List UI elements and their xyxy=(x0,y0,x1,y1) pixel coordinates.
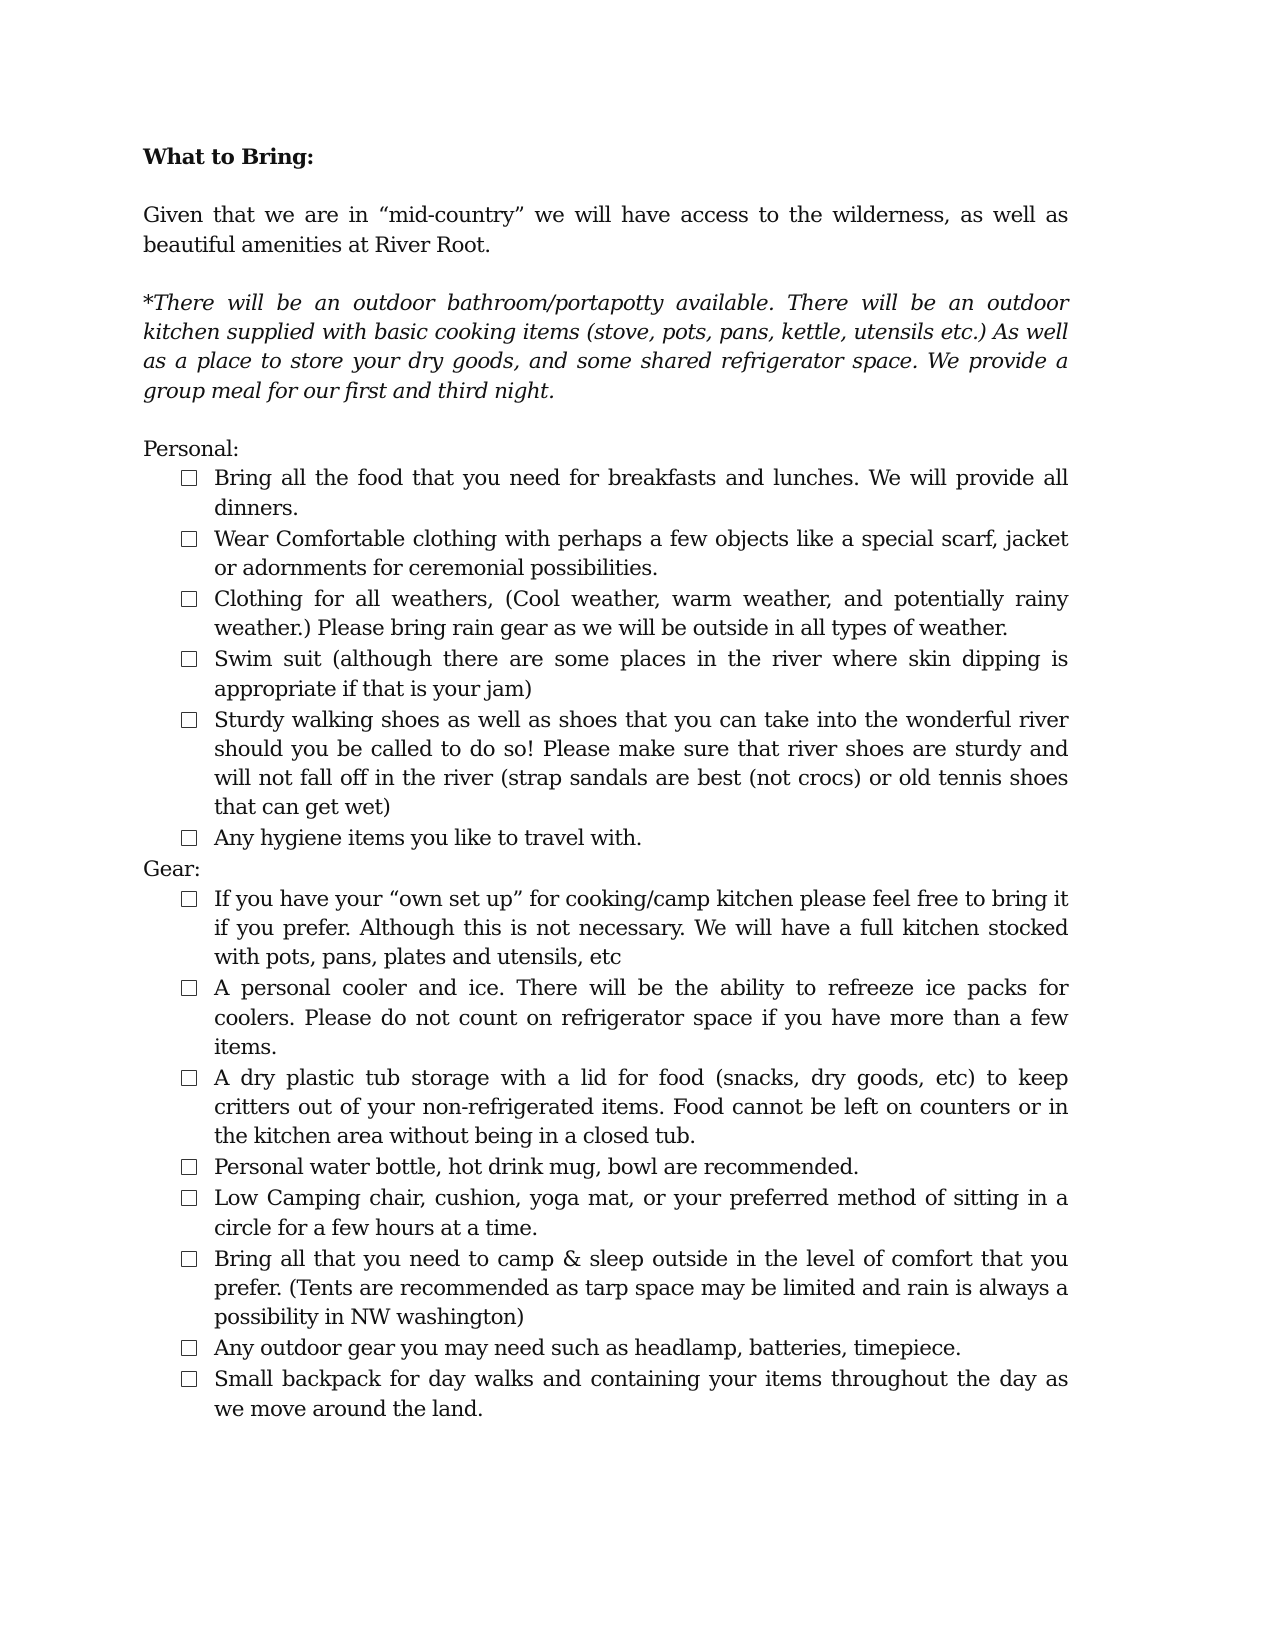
checklist-item-text: Any outdoor gear you may need such as headlamp, batteries, timepiece. xyxy=(214,1336,962,1362)
checklist-item xyxy=(181,1184,1068,1243)
checklist-item xyxy=(181,1245,1068,1333)
spacer xyxy=(143,172,1068,201)
page-title: What to Bring: xyxy=(143,145,314,170)
section-label-gear: Gear: xyxy=(143,857,201,883)
checkbox-icon[interactable] xyxy=(181,980,197,996)
checklist-item xyxy=(181,1064,1068,1152)
checklist-item xyxy=(181,885,1068,973)
document-page xyxy=(143,143,1068,1426)
section-label-personal: Personal: xyxy=(143,437,239,463)
checkbox-icon[interactable] xyxy=(181,712,197,728)
checklist-item-text: A dry plastic tub storage with a lid for food (snacks, dry goods, etc) to keep critters out of your non-refrigerated items. Food cannot be left on counters or in the kitchen area without being in a closed tub. xyxy=(214,1065,1068,1150)
checkbox-icon[interactable] xyxy=(181,1340,197,1356)
checkbox-icon[interactable] xyxy=(181,830,197,846)
checklist-item xyxy=(181,706,1068,823)
checklist-item-text: Swim suit (although there are some places in the river where skin dipping is appropriate if that is your jam) xyxy=(214,647,1068,702)
checklist-item xyxy=(181,1365,1068,1424)
checklist-item-text: Sturdy walking shoes as well as shoes that you can take into the wonderful river should you be called to do so! Please make sure that river shoes are sturdy and will not fall off in the river (strap sandals are best (not crocs) or old tennis shoes that can get wet) xyxy=(214,707,1068,821)
checkbox-icon[interactable] xyxy=(181,1190,197,1206)
checklist-item-text: Personal water bottle, hot drink mug, bowl are recommended. xyxy=(214,1155,859,1181)
checklist-item xyxy=(181,974,1068,1062)
checkbox-icon[interactable] xyxy=(181,651,197,667)
spacer xyxy=(143,406,1068,435)
checklist-item-text: Bring all that you need to camp & sleep outside in the level of comfort that you prefer. (Tents are recommended as tarp space may be limited and rain is always a possibility in NW washington) xyxy=(214,1246,1068,1331)
note-paragraph: *There will be an outdoor bathroom/portapotty available. There will be an outdoor kitchen supplied with basic cooking items (stove, pots, pans, kettle, utensils etc.) As well as a place to store your dry goods, and some shared refrigerator space. We provide a group meal for our first and third night. xyxy=(143,290,1068,404)
checklist-item-text: A personal cooler and ice. There will be the ability to refreeze ice packs for coolers. Please do not count on refrigerator space if you have more than a few items. xyxy=(214,976,1068,1060)
gear-checklist xyxy=(143,885,1068,1424)
checklist-item xyxy=(181,1153,1068,1182)
intro-paragraph: Given that we are in “mid-country” we will have access to the wilderness, as well as beautiful amenities at River Root. xyxy=(143,203,1068,258)
checklist-item xyxy=(181,464,1068,523)
checklist-item-text: Any hygiene items you like to travel with. xyxy=(214,826,642,852)
checkbox-icon[interactable] xyxy=(181,1251,197,1267)
checklist-item xyxy=(181,585,1068,644)
spacer xyxy=(143,260,1068,289)
checkbox-icon[interactable] xyxy=(181,470,197,486)
checkbox-icon[interactable] xyxy=(181,891,197,907)
checklist-item xyxy=(181,525,1068,584)
personal-checklist xyxy=(143,464,1068,853)
checklist-item-text: Bring all the food that you need for breakfasts and lunches. We will provide all dinners. xyxy=(214,466,1068,521)
checkbox-icon[interactable] xyxy=(181,1070,197,1086)
checkbox-icon[interactable] xyxy=(181,1159,197,1175)
checklist-item-text: Small backpack for day walks and containing your items throughout the day as we move around the land. xyxy=(214,1367,1068,1422)
checkbox-icon[interactable] xyxy=(181,531,197,547)
checklist-item-text: Clothing for all weathers, (Cool weather, warm weather, and potentially rainy weather.) Please bring rain gear as we will be outside in all types of weather. xyxy=(214,586,1068,642)
checklist-item-text: Wear Comfortable clothing with perhaps a few objects like a special scarf, jacket or adornments for ceremonial possibilities. xyxy=(214,526,1068,581)
checklist-item-text: Low Camping chair, cushion, yoga mat, or your preferred method of sitting in a circle for a few hours at a time. xyxy=(214,1186,1068,1241)
checkbox-icon[interactable] xyxy=(181,591,197,607)
checkbox-icon[interactable] xyxy=(181,1371,197,1387)
checklist-item xyxy=(181,1334,1068,1363)
checklist-item xyxy=(181,645,1068,704)
checklist-item xyxy=(181,824,1068,853)
checklist-item-text: If you have your “own set up” for cooking/camp kitchen please feel free to bring it if you prefer. Although this is not necessary. We will have a full kitchen stocked with pots, pans, plates and utensils, etc xyxy=(214,886,1068,971)
